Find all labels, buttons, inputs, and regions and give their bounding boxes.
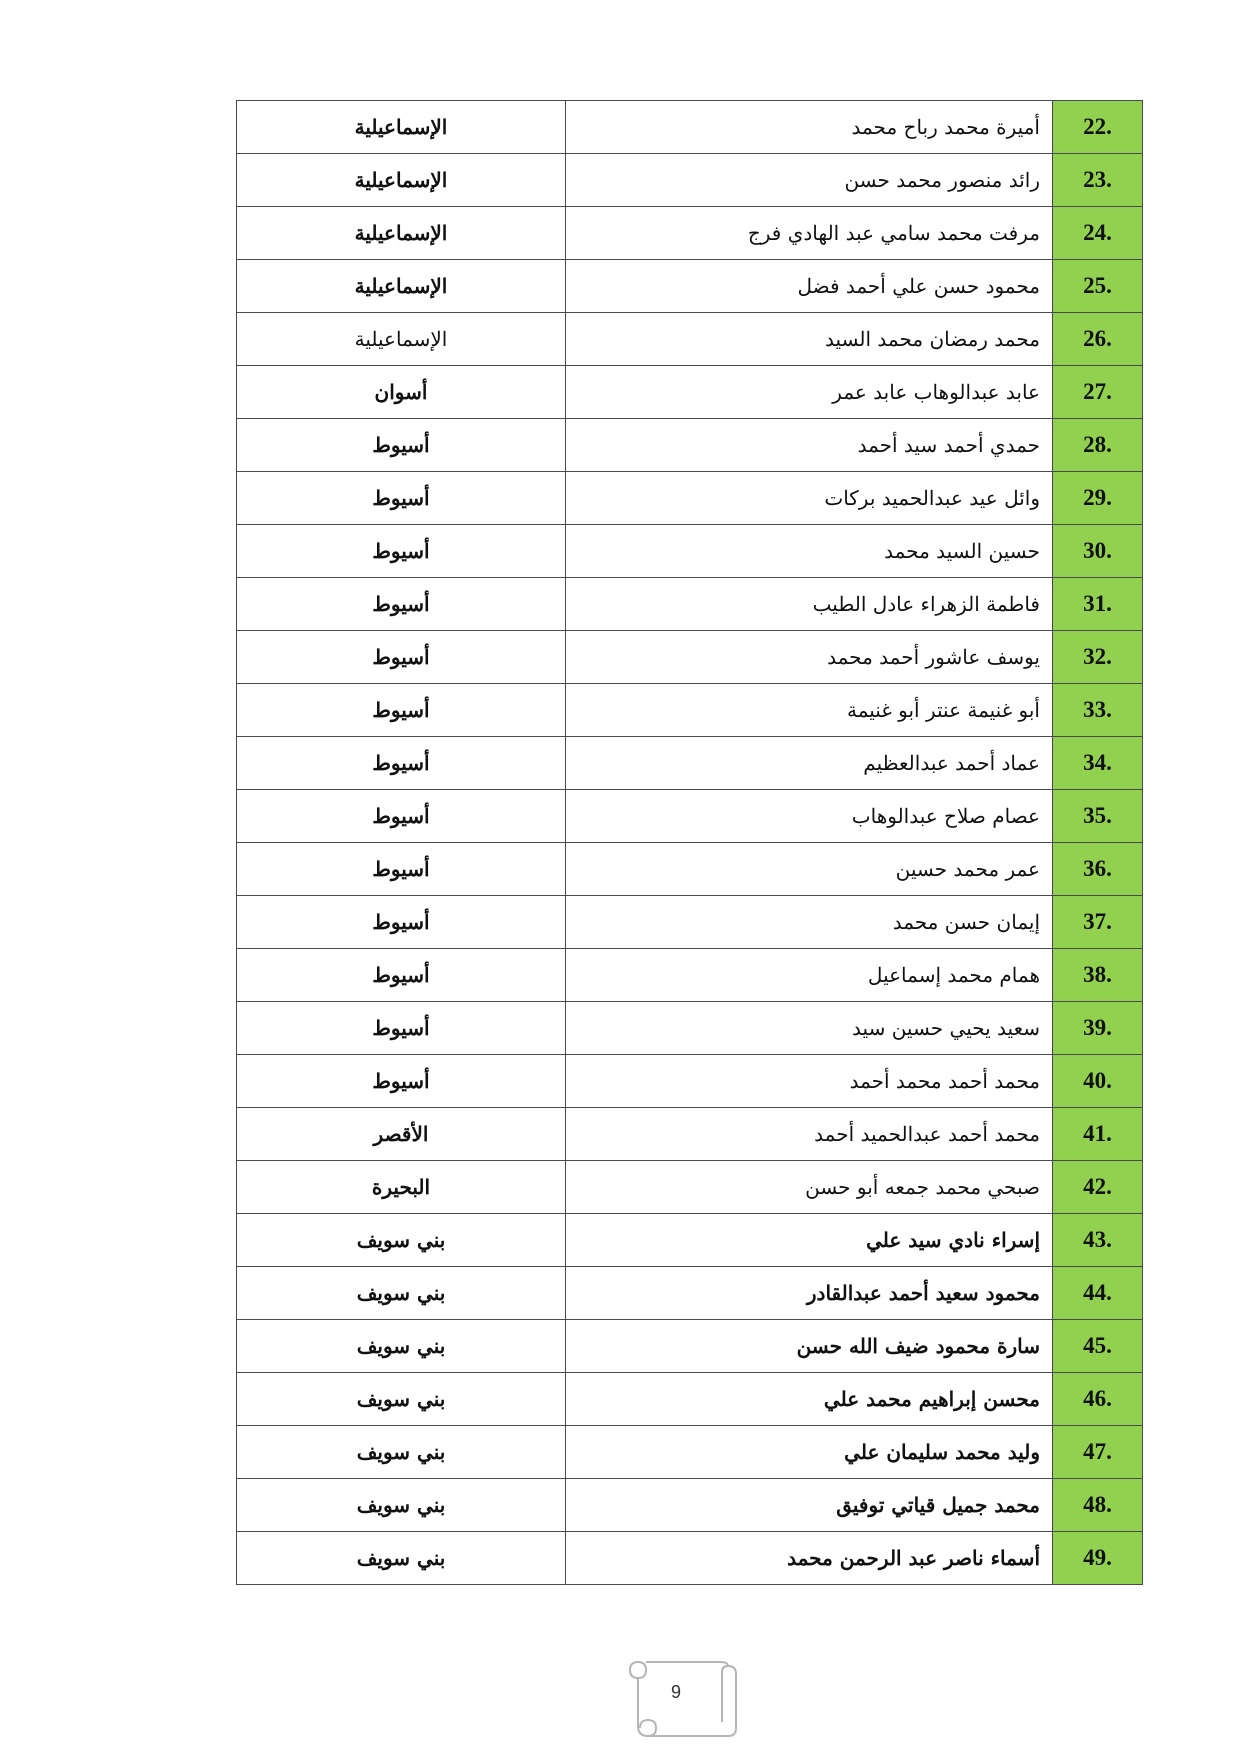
table-row (237, 843, 1143, 896)
row-number: .28 (1053, 419, 1143, 472)
governorate: الإسماعيلية (237, 154, 566, 207)
governorate: أسيوط (237, 631, 566, 684)
page-number: 9 (670, 1682, 681, 1702)
governorate: أسيوط (237, 578, 566, 631)
person-name: أسماء ناصر عبد الرحمن محمد (566, 1532, 1053, 1585)
table-row (237, 1426, 1143, 1479)
table-row (237, 949, 1143, 1002)
row-number: .43 (1053, 1214, 1143, 1267)
governorate: البحيرة (237, 1161, 566, 1214)
person-name: محمد رمضان محمد السيد (566, 313, 1053, 366)
person-name: إيمان حسن محمد (566, 896, 1053, 949)
table-row (237, 101, 1143, 154)
person-name: فاطمة الزهراء عادل الطيب (566, 578, 1053, 631)
person-name: مرفت محمد سامي عبد الهادي فرج (566, 207, 1053, 260)
row-number: .23 (1053, 154, 1143, 207)
table-row (237, 313, 1143, 366)
governorate: أسوان (237, 366, 566, 419)
table-row (237, 1055, 1143, 1108)
row-number: .42 (1053, 1161, 1143, 1214)
governorate: الإسماعيلية (237, 313, 566, 366)
row-number: .39 (1053, 1002, 1143, 1055)
row-number: .40 (1053, 1055, 1143, 1108)
table-row (237, 896, 1143, 949)
table-row (237, 1320, 1143, 1373)
row-number: .41 (1053, 1108, 1143, 1161)
governorate: الإسماعيلية (237, 101, 566, 154)
governorate: أسيوط (237, 1055, 566, 1108)
row-number: .32 (1053, 631, 1143, 684)
row-number: .22 (1053, 101, 1143, 154)
governorate: أسيوط (237, 949, 566, 1002)
person-name: سعيد يحيي حسين سيد (566, 1002, 1053, 1055)
governorate: أسيوط (237, 684, 566, 737)
table-row (237, 1214, 1143, 1267)
governorate: الإسماعيلية (237, 207, 566, 260)
person-name: محمود سعيد أحمد عبدالقادر (566, 1267, 1053, 1320)
table-row (237, 525, 1143, 578)
person-name: محمد أحمد محمد أحمد (566, 1055, 1053, 1108)
row-number: .33 (1053, 684, 1143, 737)
row-number: .44 (1053, 1267, 1143, 1320)
row-number: .35 (1053, 790, 1143, 843)
table-row (237, 207, 1143, 260)
governorate: بني سويف (237, 1532, 566, 1585)
person-name: يوسف عاشور أحمد محمد (566, 631, 1053, 684)
table-row (237, 684, 1143, 737)
names-table-body (237, 101, 1143, 1585)
governorate: أسيوط (237, 737, 566, 790)
table-row (237, 1161, 1143, 1214)
table-row (237, 1479, 1143, 1532)
row-number: .36 (1053, 843, 1143, 896)
row-number: .29 (1053, 472, 1143, 525)
governorate: بني سويف (237, 1426, 566, 1479)
person-name: محسن إبراهيم محمد علي (566, 1373, 1053, 1426)
row-number: .45 (1053, 1320, 1143, 1373)
governorate: بني سويف (237, 1267, 566, 1320)
person-name: عابد عبدالوهاب عابد عمر (566, 366, 1053, 419)
table-row (237, 1532, 1143, 1585)
table-row (237, 260, 1143, 313)
governorate: أسيوط (237, 525, 566, 578)
governorate: أسيوط (237, 1002, 566, 1055)
governorate: بني سويف (237, 1320, 566, 1373)
row-number: .48 (1053, 1479, 1143, 1532)
person-name: محمد جميل قياتي توفيق (566, 1479, 1053, 1532)
person-name: محمد أحمد عبدالحميد أحمد (566, 1108, 1053, 1161)
person-name: عصام صلاح عبدالوهاب (566, 790, 1053, 843)
person-name: صبحي محمد جمعه أبو حسن (566, 1161, 1053, 1214)
governorate: أسيوط (237, 843, 566, 896)
row-number: .24 (1053, 207, 1143, 260)
person-name: أميرة محمد رباح محمد (566, 101, 1053, 154)
table-row (237, 366, 1143, 419)
table-row (237, 154, 1143, 207)
table-row (237, 1373, 1143, 1426)
governorate: بني سويف (237, 1373, 566, 1426)
table-row (237, 1267, 1143, 1320)
table-row (237, 790, 1143, 843)
table-row (237, 419, 1143, 472)
table-row (237, 578, 1143, 631)
person-name: رائد منصور محمد حسن (566, 154, 1053, 207)
names-table (236, 100, 1143, 1585)
row-number: .30 (1053, 525, 1143, 578)
row-number: .38 (1053, 949, 1143, 1002)
person-name: حمدي أحمد سيد أحمد (566, 419, 1053, 472)
person-name: عماد أحمد عبدالعظيم (566, 737, 1053, 790)
row-number: .47 (1053, 1426, 1143, 1479)
governorate: الأقصر (237, 1108, 566, 1161)
row-number: .31 (1053, 578, 1143, 631)
row-number: .25 (1053, 260, 1143, 313)
row-number: .27 (1053, 366, 1143, 419)
table-row (237, 1002, 1143, 1055)
table-row (237, 1108, 1143, 1161)
person-name: حسين السيد محمد (566, 525, 1053, 578)
governorate: أسيوط (237, 472, 566, 525)
row-number: .26 (1053, 313, 1143, 366)
row-number: .37 (1053, 896, 1143, 949)
governorate: بني سويف (237, 1479, 566, 1532)
governorate: بني سويف (237, 1214, 566, 1267)
governorate: أسيوط (237, 790, 566, 843)
row-number: .49 (1053, 1532, 1143, 1585)
governorate: أسيوط (237, 419, 566, 472)
row-number: .46 (1053, 1373, 1143, 1426)
row-number: .34 (1053, 737, 1143, 790)
person-name: وائل عيد عبدالحميد بركات (566, 472, 1053, 525)
table-row (237, 472, 1143, 525)
person-name: وليد محمد سليمان علي (566, 1426, 1053, 1479)
governorate: الإسماعيلية (237, 260, 566, 313)
person-name: أبو غنيمة عنتر أبو غنيمة (566, 684, 1053, 737)
person-name: عمر محمد حسين (566, 843, 1053, 896)
person-name: همام محمد إسماعيل (566, 949, 1053, 1002)
table-row (237, 737, 1143, 790)
governorate: أسيوط (237, 896, 566, 949)
person-name: محمود حسن علي أحمد فضل (566, 260, 1053, 313)
table-row (237, 631, 1143, 684)
person-name: إسراء نادي سيد علي (566, 1214, 1053, 1267)
person-name: سارة محمود ضيف الله حسن (566, 1320, 1053, 1373)
